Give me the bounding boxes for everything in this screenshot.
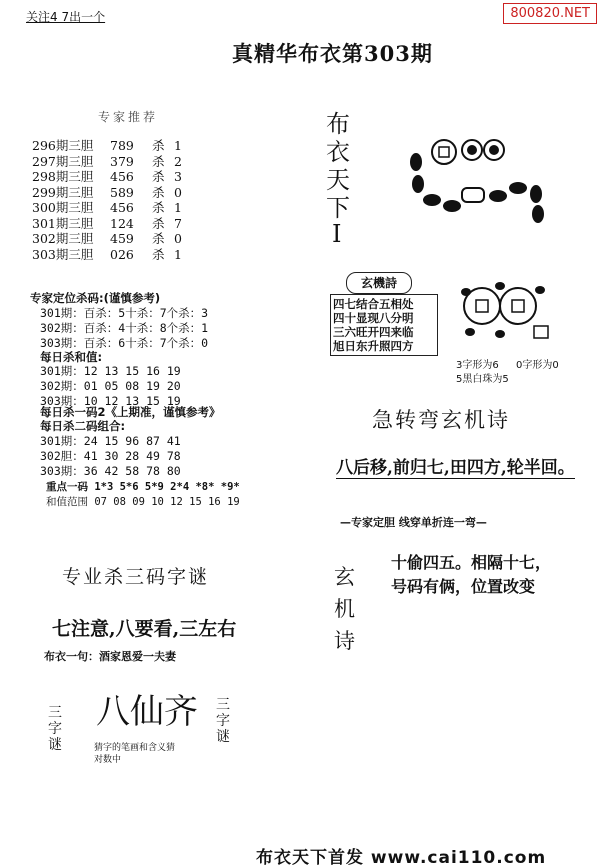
expert-row-period: 296期三胆 (32, 138, 94, 153)
riddle-right-char: 字 (216, 713, 230, 729)
top-note: 关注4 7出一个 (26, 10, 106, 24)
expert-row-period: 299期三胆 (32, 184, 94, 200)
expert-row-kill-label: 杀 (152, 169, 165, 184)
xuanji-poem-line: 旭日东升照四方 (333, 339, 414, 353)
riddle-right-char: 谜 (216, 729, 230, 745)
position-kill-row: 303期：百杀：6十杀：7个杀：0 (40, 336, 209, 350)
daily-sum-header: 每日杀和值: (40, 350, 103, 364)
buyi-tianxia-char: 天 (326, 166, 350, 194)
xuanji-poem-line: 三六旺开四来临 (333, 325, 414, 339)
xuanji-vertical-char: 机 (334, 597, 355, 621)
expert-row-kill: 1 (174, 200, 182, 215)
expert-row-period: 297期三胆 (32, 153, 94, 169)
expert-row-period: 303期三胆 (32, 246, 94, 262)
expert-row-period: 302期三胆 (32, 231, 94, 246)
buyi-tianxia-char: 布 (326, 110, 350, 138)
jizhuan-line: 八后移,前归七,田四方,轮半回。 (336, 453, 575, 479)
expert-row-nums: 456 (110, 169, 134, 184)
expert-row-kill: 7 (174, 215, 182, 231)
riddle-left-char: 字 (48, 721, 62, 737)
three-code-line: 七注意,八要看,三左右 (52, 618, 237, 640)
expert-row-kill: 0 (174, 231, 182, 246)
expert-row-kill: 1 (174, 246, 182, 262)
riddle-left-char: 谜 (48, 737, 62, 753)
expert-row-nums: 379 (110, 153, 134, 169)
expert-row-kill-label: 杀 (152, 138, 165, 153)
expert-row-kill: 1 (174, 138, 182, 153)
position-kill-row: 301期：百杀：5十杀：7个杀：3 (40, 306, 209, 320)
expert-row-kill-label: 杀 (152, 184, 165, 200)
coin-chain-illustration (400, 130, 560, 230)
buyi-sentence: 布衣一句：酒家恩爱一夫妻 (44, 650, 176, 663)
daily-one-row: 303期：36 42 58 78 80 (40, 464, 181, 478)
footer-credit: 布衣天下首发 www.cai110.com (256, 848, 547, 868)
buyi-tianxia-numeral: I (332, 220, 342, 248)
riddle-hint-line: 猜字的笔画和含义猜 (94, 743, 176, 753)
side-note: 5黑白珠为5 (456, 374, 509, 385)
daily-one-row: 302胆：41 30 28 49 78 (40, 449, 181, 463)
expert-row-nums: 459 (110, 231, 134, 246)
expert-row-period: 300期三胆 (32, 200, 94, 215)
daily-sum-row: 303期：10 12 13 15 19 (40, 394, 181, 408)
coin-bead-illustration (456, 276, 556, 352)
xuanji-poem-line: 四七结合五相处 (333, 297, 414, 311)
buyi-tianxia-char: 衣 (326, 138, 350, 166)
buyi-tianxia-char: 下 (326, 194, 350, 222)
expert-row-kill-label: 杀 (152, 200, 165, 215)
riddle-main: 八仙齐 (96, 692, 198, 732)
expert-row-nums: 789 (110, 138, 134, 153)
expert-row-kill-label: 杀 (152, 246, 165, 262)
daily-sum-row: 301期：12 13 15 16 19 (40, 364, 181, 378)
expert-gall-line: —专家定胆 线穿单折连一弯— (340, 516, 487, 529)
riddle-hint-line: 对数中 (94, 755, 122, 765)
expert-row-nums: 589 (110, 184, 134, 200)
xuanji-vertical-char: 玄 (334, 565, 355, 589)
side-note: 3字形为6 (456, 360, 499, 371)
expert-row (32, 245, 182, 263)
expert-row-kill: 0 (174, 184, 182, 200)
riddle-left-char: 三 (48, 705, 62, 721)
position-kill-header: 专家定位杀码:(谨慎参考) (30, 291, 161, 305)
daily-one-header: 每日杀一码2《上期准，谨慎参考》 (40, 405, 221, 419)
expert-row-nums: 026 (110, 246, 134, 262)
expert-row-kill-label: 杀 (152, 231, 165, 246)
expert-row-kill-label: 杀 (152, 215, 165, 231)
focus-one-code: 重点一码 1*3 5*6 5*9 2*4 *8* *9* (46, 481, 240, 493)
side-note: 0字形为0 (516, 360, 559, 371)
riddle-right-char: 三 (216, 697, 230, 713)
expert-row-nums: 124 (110, 215, 134, 231)
daily-sum-row: 302期：01 05 08 19 20 (40, 379, 181, 393)
xuanji-text-line: 号码有俩，位置改变 (391, 577, 536, 596)
sum-range: 和值范围 07 08 09 10 12 15 16 19 (46, 496, 240, 508)
expert-header: 专家推荐 (98, 110, 159, 124)
xuanji-vertical-char: 诗 (334, 629, 355, 653)
site-watermark: 800820.NET (503, 3, 597, 24)
expert-row-nums: 456 (110, 200, 134, 215)
expert-row-kill: 3 (174, 169, 182, 184)
expert-row-period: 301期三胆 (32, 215, 94, 231)
expert-row-kill-label: 杀 (152, 153, 165, 169)
xuanji-poem-title: 玄機詩 (346, 272, 412, 294)
jizhuan-title: 急转弯玄机诗 (372, 408, 510, 432)
daily-one-sub: 每日杀二码组合: (40, 419, 126, 433)
expert-row-period: 298期三胆 (32, 169, 94, 184)
expert-row-kill: 2 (174, 153, 182, 169)
daily-one-row: 301期：24 15 96 87 41 (40, 434, 181, 448)
three-code-title: 专业杀三码字谜 (62, 566, 210, 588)
xuanji-text-line: 十偷四五。相隔十七， (391, 553, 552, 572)
xuanji-poem-line: 四十显现八分明 (333, 311, 414, 325)
page-title: 真精华布衣第303期 (232, 41, 433, 66)
position-kill-row: 302期：百杀：4十杀：8个杀：1 (40, 321, 209, 335)
